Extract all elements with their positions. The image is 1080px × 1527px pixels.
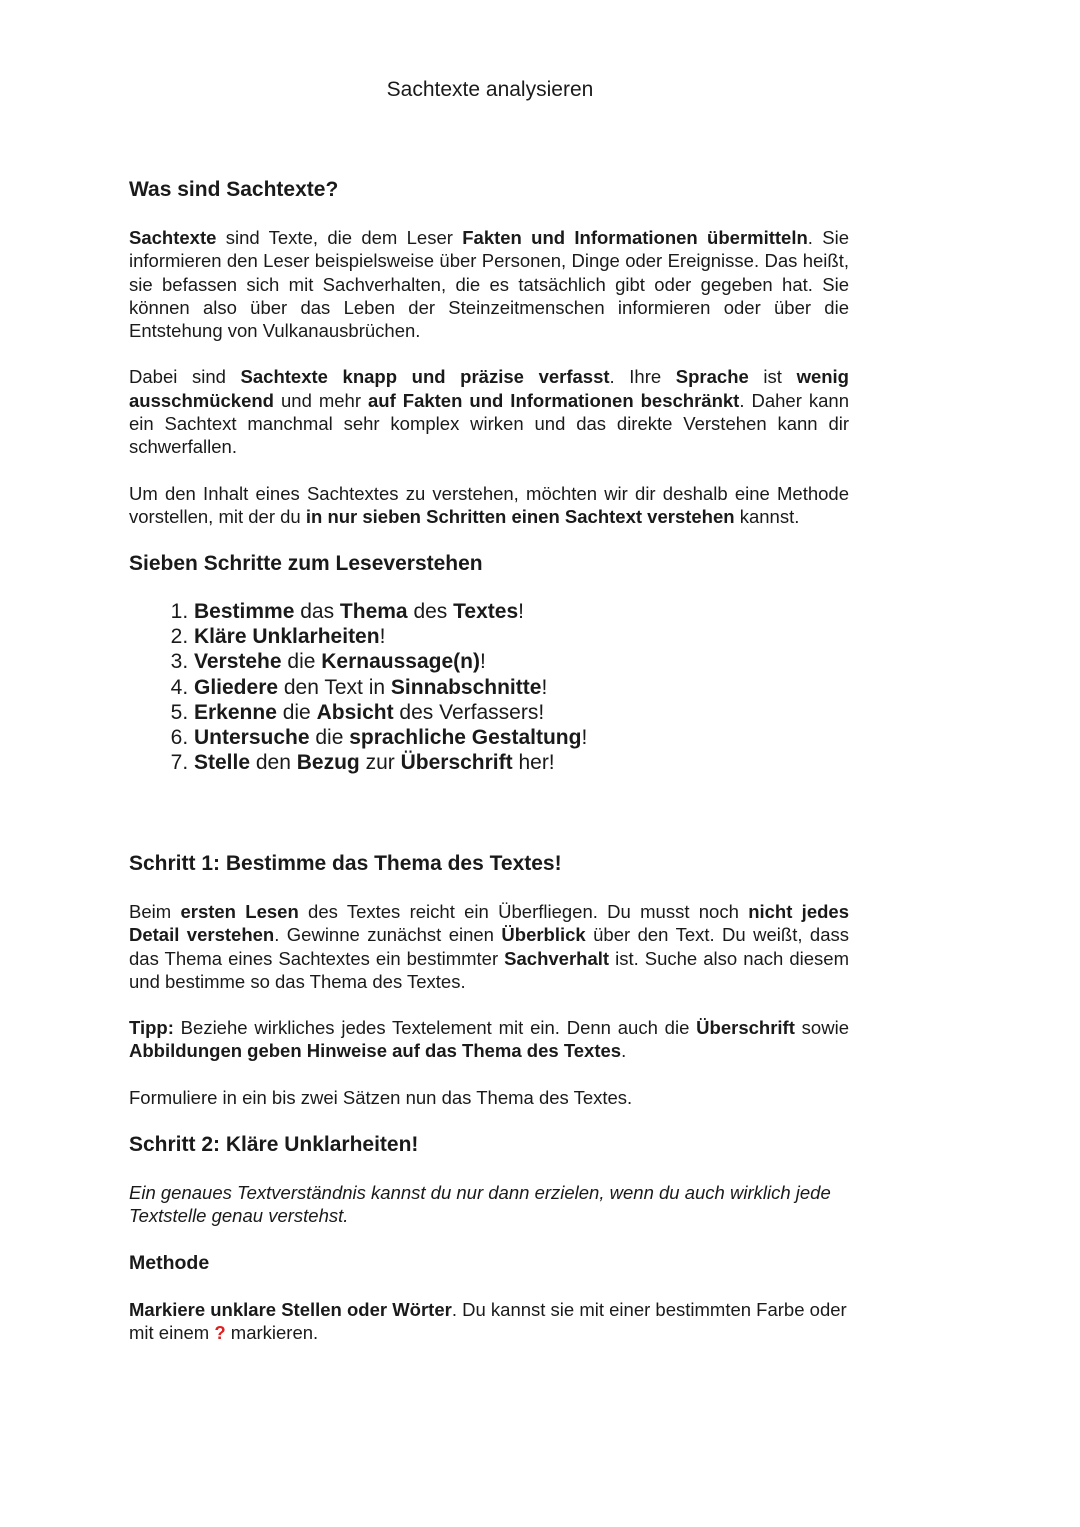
bold-run: ersten Lesen — [180, 900, 299, 922]
bold-run: sprachliche Gestaltung — [349, 725, 582, 749]
text-run: ! — [479, 650, 486, 674]
bold-run: Verstehe — [194, 650, 282, 674]
bold-run: Bestimme — [194, 600, 295, 624]
text-run: den Text in — [278, 675, 391, 699]
text-run: des Textes reicht ein Überfliegen. Du musst noch — [298, 900, 749, 922]
text-run: zur — [359, 750, 401, 774]
question-mark-icon: ? — [214, 1321, 226, 1343]
text-run: Dabei sind — [129, 366, 241, 388]
steps-list — [129, 599, 849, 775]
step-item-6 — [194, 725, 849, 750]
document-body — [129, 177, 849, 1367]
bold-run: Textes — [453, 600, 519, 624]
bold-run: Kläre Unklarheiten — [194, 625, 380, 649]
text-run: das — [294, 600, 340, 624]
step-item-7 — [194, 750, 849, 775]
text-run: sind Texte, die dem Leser — [216, 227, 463, 248]
text-run: Beim — [129, 900, 181, 922]
text-run: und mehr — [273, 389, 369, 411]
paragraph-step1-2: Formuliere in ein bis zwei Sätzen nun das Thema des Textes. — [129, 1086, 633, 1108]
text-run: . — [621, 1040, 627, 1062]
bold-run: wenig ausschmückend — [129, 366, 849, 411]
bold-run: Überschrift — [696, 1017, 795, 1039]
paragraph-intro-2 — [129, 365, 849, 458]
text-run: . Ihre — [609, 366, 676, 388]
paragraph-step1-tip — [129, 1016, 849, 1063]
bold-run: in nur sieben Schritten einen Sachtext verstehen — [305, 505, 735, 527]
methode-bold: Markiere unklare Stellen oder Wörter — [129, 1298, 452, 1320]
paragraph-step1-1 — [129, 900, 849, 993]
paragraph-intro-1 — [129, 226, 849, 342]
text-run: ist. Suche also nach diesem und bestimme so das Thema des Textes. — [129, 947, 849, 992]
bold-run: Überblick — [501, 924, 586, 946]
paragraph-methode — [129, 1298, 849, 1345]
bold-run: Absicht — [316, 700, 394, 724]
document-title: Sachtexte analysieren — [386, 78, 594, 101]
step2-intro-italic: Ein genaues Textverständnis kannst du nur dann erzielen, wenn du auch wirklich jede Textstelle genau verstehst. — [129, 1182, 831, 1227]
text-run: über den Text. Du weißt, dass das Thema eines Sachtextes ein bestimmter — [129, 924, 849, 969]
bold-run: Bezug — [296, 750, 360, 774]
bold-run: Kernaussage(n) — [321, 650, 480, 674]
step-item-3 — [194, 649, 849, 674]
bold-run: nicht jedes Detail verstehen — [129, 900, 849, 946]
text-run: ! — [581, 725, 588, 749]
bold-run: Sinnabschnitte — [390, 675, 542, 699]
bold-run: Tipp: — [129, 1017, 174, 1039]
bold-run: auf Fakten und Informationen beschränkt — [368, 389, 740, 411]
text-run: . Sie informieren den Leser beispielsweise über Personen, Dinge oder Ereignisse. Das heißt, sie befassen sich mit Sachverhalten, die es tatsächlich gibt oder gegeben hat. Sie können also über das Leben der Steinzeitmenschen informieren oder über die Entstehung von Vulkanausbrüchen. — [129, 227, 849, 342]
text-run: sowie — [794, 1017, 849, 1039]
text-run: Beziehe wirkliches jedes Textelement mit ein. Denn auch die — [173, 1017, 697, 1039]
text-run: ist — [748, 366, 797, 388]
heading-schritt-2: Schritt 2: Kläre Unklarheiten! — [129, 1133, 419, 1156]
step-item-4 — [194, 675, 849, 700]
text-run: her! — [512, 750, 555, 774]
bold-run: Untersuche — [194, 725, 310, 749]
bold-run: Thema — [339, 600, 408, 624]
text-run: ! — [379, 625, 386, 649]
text-run: ! — [518, 600, 524, 624]
bold-run: Fakten und Informationen übermitteln — [462, 227, 808, 248]
bold-run: Stelle — [194, 750, 251, 774]
methode-end: markieren. — [225, 1321, 319, 1343]
methode-text: . Du kannst sie mit einer bestimmten Farbe oder mit einem — [129, 1298, 847, 1343]
text-run: des — [407, 600, 454, 624]
bold-run: Sachverhalt — [504, 947, 610, 969]
bold-run: Überschrift — [400, 750, 513, 774]
heading-was-sind-sachtexte: Was sind Sachtexte? — [129, 178, 339, 201]
text-run: ! — [541, 675, 548, 699]
text-run: des Verfassers! — [393, 700, 545, 724]
heading-methode: Methode — [129, 1251, 210, 1274]
heading-sieben-schritte: Sieben Schritte zum Leseverstehen — [129, 552, 483, 576]
bold-run: Gliedere — [194, 675, 279, 699]
text-run: kannst. — [734, 505, 800, 527]
bold-run: Sprache — [675, 366, 749, 388]
text-run: die — [276, 700, 317, 724]
bold-run: Sachtexte knapp und präzise verfasst — [240, 366, 610, 388]
text-run: die — [309, 725, 350, 749]
heading-schritt-1: Schritt 1: Bestimme das Thema des Textes! — [129, 851, 562, 875]
bold-run: Abbildungen geben Hinweise auf das Thema des Textes — [129, 1040, 622, 1062]
text-run: die — [281, 650, 322, 674]
bold-run: Erkenne — [194, 700, 277, 724]
paragraph-intro-3 — [129, 482, 849, 529]
step-item-5 — [194, 700, 849, 725]
text-run: den — [250, 750, 297, 774]
text-run: Um den Inhalt eines Sachtextes zu verstehen, möchten wir dir deshalb eine Methode vorstellen, mit der du — [129, 482, 849, 527]
step-item-1 — [194, 599, 849, 624]
paragraph-step2-intro — [129, 1181, 849, 1228]
text-run: . Daher kann ein Sachtext manchmal sehr komplex wirken und das direkte Verstehen kann dir schwerfallen. — [129, 389, 849, 458]
text-run: . Gewinne zunächst einen — [274, 924, 502, 946]
bold-run: Sachtexte — [129, 227, 217, 248]
step-item-2 — [194, 624, 849, 649]
